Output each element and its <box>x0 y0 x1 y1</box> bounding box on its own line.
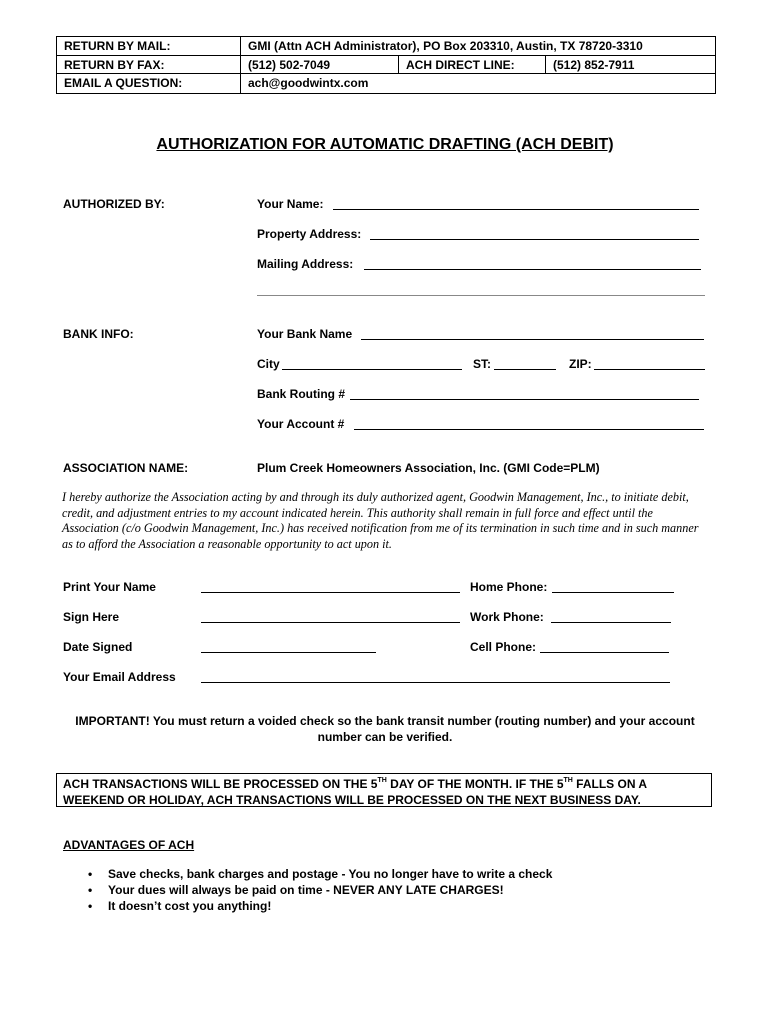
email-address-field[interactable] <box>201 682 670 683</box>
email-value: ach@goodwintx.com <box>248 76 369 90</box>
association-name-value: Plum Creek Homeowners Association, Inc. (GMI Code=PLM) <box>257 461 600 475</box>
property-address-label: Property Address: <box>257 227 362 241</box>
work-phone-label: Work Phone: <box>470 610 544 624</box>
list-item-text: Save checks, bank charges and postage - You no longer have to write a check <box>108 867 553 881</box>
date-signed-field[interactable] <box>201 652 376 653</box>
date-signed-label: Date Signed <box>63 640 133 654</box>
city-label: City <box>257 357 280 371</box>
list-item <box>88 882 552 898</box>
account-number-label: Your Account # <box>257 417 345 431</box>
mail-value: GMI (Attn ACH Administrator), PO Box 203310, Austin, TX 78720-3310 <box>241 37 715 56</box>
ach-line-value: (512) 852-7911 <box>546 56 715 74</box>
bank-routing-field[interactable] <box>350 399 699 400</box>
ach-notice-superscript-1: TH <box>377 777 387 784</box>
property-address-field[interactable] <box>370 239 699 240</box>
bank-routing-label: Bank Routing # <box>257 387 346 401</box>
bullet-icon: • <box>88 883 93 897</box>
signature-field[interactable] <box>201 622 460 623</box>
your-name-label: Your Name: <box>257 197 324 211</box>
email-label: EMAIL A QUESTION: <box>57 74 241 93</box>
page-title: AUTHORIZATION FOR AUTOMATIC DRAFTING (ACH DEBIT) <box>156 136 614 153</box>
mailing-address-label: Mailing Address: <box>257 257 354 271</box>
sign-here-label: Sign Here <box>63 610 120 624</box>
mailing-address-field-line-2[interactable] <box>257 295 705 296</box>
cell-phone-field[interactable] <box>540 652 669 653</box>
st-field[interactable] <box>494 369 556 370</box>
work-phone-field[interactable] <box>551 622 671 623</box>
print-name-label: Print Your Name <box>63 580 156 594</box>
ach-notice-superscript-2: TH <box>563 777 573 784</box>
association-name-label: ASSOCIATION NAME: <box>63 461 189 475</box>
fax-label: RETURN BY FAX: <box>57 56 241 74</box>
your-name-field[interactable] <box>333 209 699 210</box>
email-address-label: Your Email Address <box>63 670 176 684</box>
ach-notice-text-2: DAY OF THE MONTH. IF THE 5 <box>386 777 564 791</box>
mail-label: RETURN BY MAIL: <box>57 37 241 56</box>
list-item-text: Your dues will always be paid on time - NEVER ANY LATE CHARGES! <box>108 883 504 897</box>
bank-name-label: Your Bank Name <box>257 327 353 341</box>
mailing-address-field[interactable] <box>364 269 701 270</box>
bank-name-field[interactable] <box>361 339 704 340</box>
fax-value: (512) 502-7049 <box>241 56 399 74</box>
zip-label: ZIP: <box>569 357 592 371</box>
ach-notice-text-3: FALLS ON A WEEKEND OR HOLIDAY, ACH TRANSACTIONS WILL BE PROCESSED ON THE NEXT BUSINESS DAY. <box>63 777 647 807</box>
print-name-field[interactable] <box>201 592 460 593</box>
list-item <box>88 898 552 914</box>
home-phone-field[interactable] <box>552 592 674 593</box>
bullet-icon: • <box>88 867 93 881</box>
zip-field[interactable] <box>594 369 705 370</box>
advantages-list <box>88 866 552 914</box>
list-item-text: It doesn’t cost you anything! <box>108 899 272 913</box>
authorization-statement: I hereby authorize the Association acting by and through its duly authorized agent, Goodwin Management, Inc., to initiate debit, credit, and adjustment entries to my account indicated herein. This authority shall remain in full force and effect until the Association (c/o Goodwin Management, Inc.) has received notification from me of its termination in such time and in such manner as to afford the Association a reasonable opportunity to act upon it. <box>62 490 699 551</box>
list-item <box>88 866 552 882</box>
advantages-heading: ADVANTAGES OF ACH <box>63 838 195 852</box>
account-number-field[interactable] <box>354 429 704 430</box>
ach-processing-notice <box>56 773 712 807</box>
contact-info-table <box>56 36 716 94</box>
authorized-by-label: AUTHORIZED BY: <box>63 197 165 211</box>
cell-phone-label: Cell Phone: <box>470 640 537 654</box>
bullet-icon: • <box>88 899 93 913</box>
bank-info-label: BANK INFO: <box>63 327 134 341</box>
ach-line-label: ACH DIRECT LINE: <box>399 56 546 74</box>
ach-notice-text-1: ACH TRANSACTIONS WILL BE PROCESSED ON THE 5 <box>63 777 378 791</box>
important-notice: IMPORTANT! You must return a voided check so the bank transit number (routing number) and your account number can be verified. <box>75 714 695 744</box>
home-phone-label: Home Phone: <box>470 580 548 594</box>
city-field[interactable] <box>282 369 462 370</box>
st-label: ST: <box>473 357 491 371</box>
